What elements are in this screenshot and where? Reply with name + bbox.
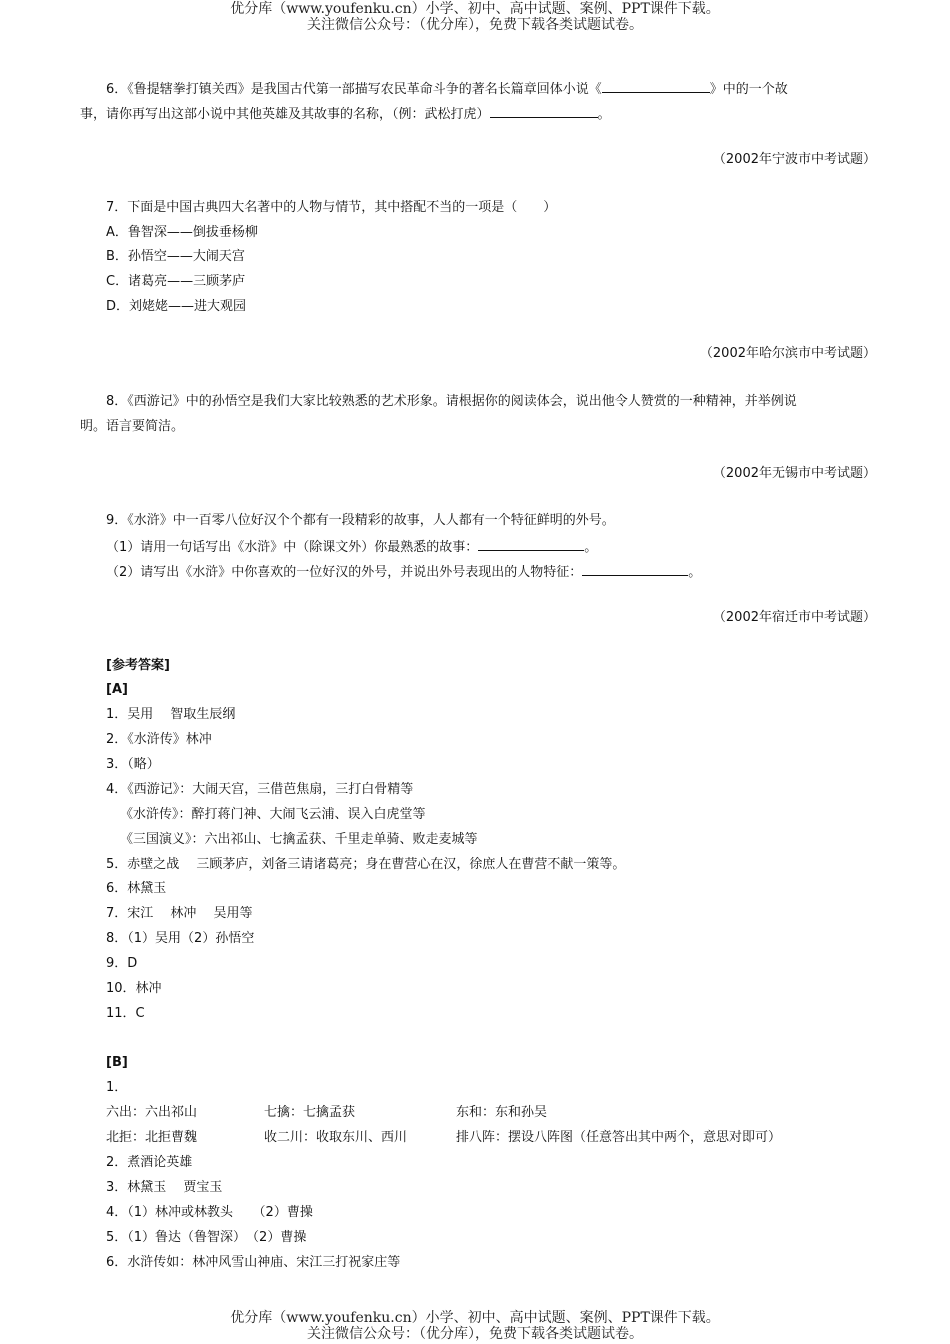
q6-line-1: 6．《鲁提辖拳打镇关西》是我国古代第一部描写农民革命斗争的著名长篇章回体小说《 》中的一个故	[106, 79, 788, 99]
header-line-1: 优分库（www.youfenku.cn）小学、初中、高中试题、案例、PPT课件下载。	[230, 1, 720, 17]
answer-b-6: 6．水浒传如：林冲风雪山神庙、宋江三打祝家庄等	[106, 1255, 401, 1270]
q9-blank-2	[582, 562, 688, 576]
answer-a-4-shuihu: 《水浒传》：醉打蒋门神、大闹飞云浦、误入白虎堂等	[120, 807, 426, 822]
answer-b-1-cell: 六出：六出祁山	[106, 1105, 198, 1120]
q7-option-d: D．刘姥姥——进大观园	[106, 299, 247, 314]
answer-a-10: 10．林冲	[106, 981, 162, 996]
q9-sub-2: （2）请写出《水浒》中你喜欢的一位好汉的外号，并说出外号表现出的人物特征： 。	[106, 562, 701, 582]
page-header	[0, 1, 950, 33]
answer-b-2: 2．煮酒论英雄	[106, 1155, 193, 1170]
q9-source: （2002年宿迁市中考试题）	[712, 610, 876, 625]
answer-b-1: 1．	[106, 1080, 128, 1095]
q7-option-c: C．诸葛亮——三顾茅庐	[106, 274, 246, 289]
answer-a-5: 5．赤壁之战 三顾茅庐，刘备三请诸葛亮；身在曹营心在汉，徐庶人在曹营不献一策等。	[106, 857, 626, 872]
q9-sub-1: （1）请用一句话写出《水浒》中（除课文外）你最熟悉的故事： 。	[106, 537, 597, 557]
answer-a-4: 4．《西游记》：大闹天宫，三借芭焦扇，三打白骨精等	[106, 782, 414, 797]
answer-a-7: 7．宋江 林冲 吴用等	[106, 906, 253, 921]
q9-stem: 9．《水浒》中一百零八位好汉个个都有一段精彩的故事，人人都有一个特征鲜明的外号。	[106, 513, 615, 528]
answer-a-1: 1．吴用 智取生辰纲	[106, 707, 236, 722]
footer-line-2: 关注微信公众号：（优分库），免费下载各类试题试卷。	[307, 1326, 643, 1342]
q7-option-a: A．鲁智深——倒拔垂杨柳	[106, 225, 258, 240]
q8-line-2: 明。语言要简洁。	[80, 419, 185, 434]
q6-blank-2	[490, 104, 598, 118]
footer-line-1: 优分库（www.youfenku.cn）小学、初中、高中试题、案例、PPT课件下载。	[230, 1310, 720, 1326]
q9-blank-1	[478, 537, 584, 551]
answer-a-4-sanguo: 《三国演义》：六出祁山、七擒孟获、千里走单骑、败走麦城等	[120, 832, 478, 847]
answer-b-1-cell: 排八阵：摆设八阵图（任意答出其中两个，意思对即可）	[456, 1130, 782, 1145]
q8-line-1: 8．《西游记》中的孙悟空是我们大家比较熟悉的艺术形象。请根据你的阅读体会，说出他令人赞赏的一种精神，并举例说	[106, 394, 797, 409]
answer-a-9: 9．D	[106, 956, 138, 971]
q6-line-2: 事，请你再写出这部小说中其他英雄及其故事的名称，（例：武松打虎） 。	[80, 104, 611, 124]
q6-blank-1	[602, 79, 710, 93]
answer-a-3: 3．（略）	[106, 757, 160, 772]
section-b-label: [B]	[106, 1055, 128, 1070]
answer-a-2: 2．《水浒传》林冲	[106, 732, 212, 747]
answer-a-8: 8．（1）吴用（2）孙悟空	[106, 931, 255, 946]
q7-stem: 7．下面是中国古典四大名著中的人物与情节，其中搭配不当的一项是（ ）	[106, 200, 557, 215]
answer-a-11: 11．C	[106, 1006, 145, 1021]
q6-source: （2002年宁波市中考试题）	[712, 152, 876, 167]
answer-b-1-cell: 收二川：收取东川、西川	[264, 1130, 408, 1145]
answer-b-1-cell: 北拒：北拒曹魏	[106, 1130, 198, 1145]
header-line-2: 关注微信公众号：（优分库），免费下载各类试题试卷。	[307, 17, 643, 33]
answer-b-5: 5．（1）鲁达（鲁智深） （2）曹操	[106, 1230, 307, 1245]
answers-title: [参考答案]	[106, 658, 170, 673]
page-footer	[0, 1310, 950, 1342]
section-a-label: [A]	[106, 682, 128, 697]
q7-option-b: B．孙悟空——大闹天宫	[106, 249, 245, 264]
answer-b-3: 3．林黛玉 贾宝玉	[106, 1180, 223, 1195]
answer-b-1-cell: 东和：东和孙吴	[456, 1105, 548, 1120]
q8-source: （2002年无锡市中考试题）	[712, 466, 876, 481]
q7-source: （2002年哈尔滨市中考试题）	[699, 346, 876, 361]
answer-a-6: 6．林黛玉	[106, 881, 167, 896]
answer-b-4: 4．（1）林冲或林教头 （2）曹操	[106, 1205, 313, 1220]
answer-b-1-cell: 七擒：七擒孟获	[264, 1105, 356, 1120]
